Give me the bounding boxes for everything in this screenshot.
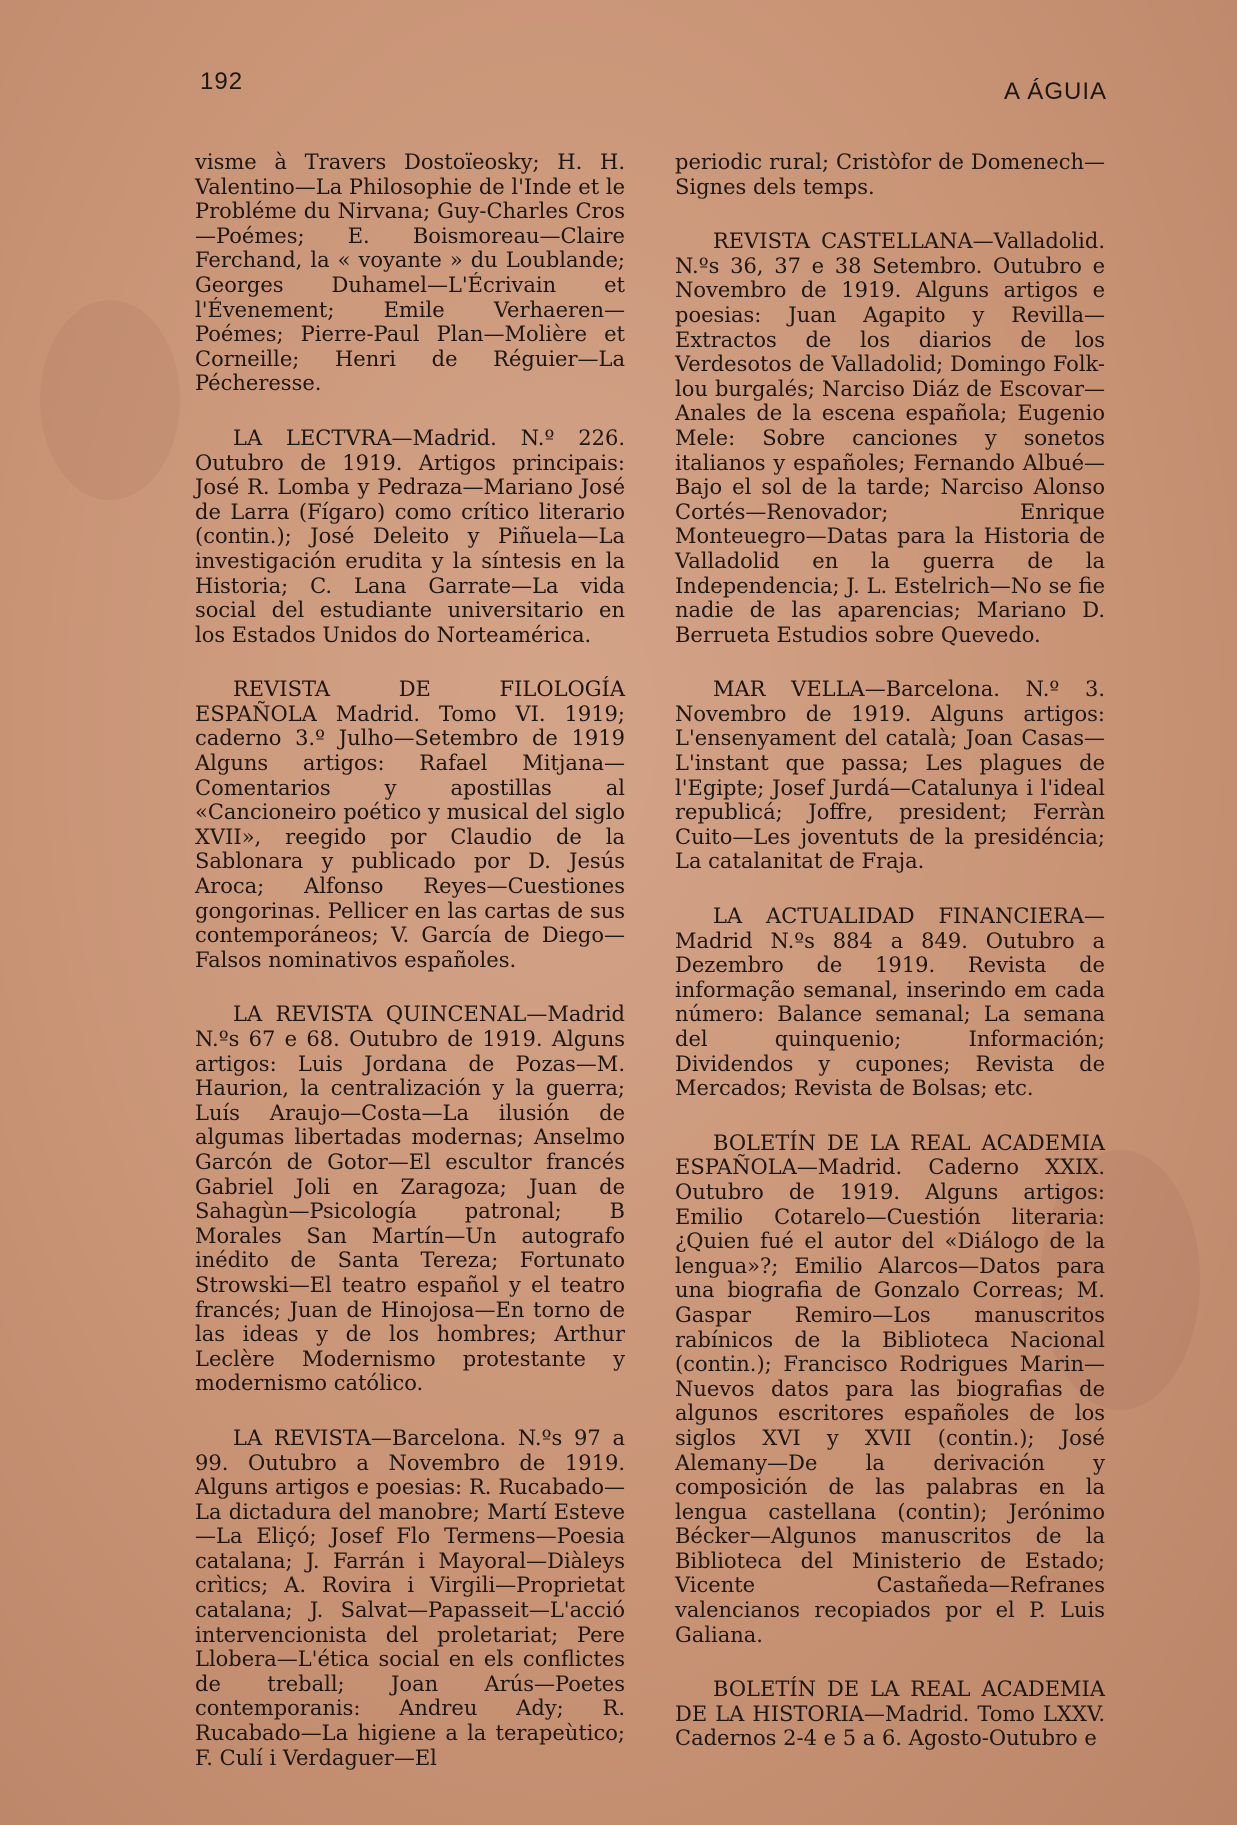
entry-actualidad-financiera: LA ACTUALIDAD FINANCIERA—Madrid N.ºs 884 a 849. Outubro a Dezembro de 1919. Revista de informação semanal, inserindo em cada número: Balance semanal; La semana del quinquenio; Información; Dividendos y cupones; Revista de Mercados; Revista de Bolsas; etc. [675, 904, 1105, 1101]
entry-continuation: visme à Travers Dostoïeosky; H. H. Valentino—La Philosophie de l'Inde et le Probléme du Nirvana; Guy-Charles Cros—Poémes; E. Boismoreau—Claire Ferchand, la « voyante » du Loublande; Georges Duhamel—L'Écrivain et l'Évenement; Emile Verhaeren—Poémes; Pierre-Paul Plan—Molière et Corneille; Henri de Réguier—La Pécheresse. [195, 150, 625, 396]
entry-revista-filologia: REVISTA DE FILOLOGÍA ESPAÑOLA Madrid. Tomo VI. 1919; caderno 3.º Julho—Setembro de 1919 Alguns artigos: Rafael Mitjana—Comentarios y apostillas al «Cancioneiro poético y musical del siglo XVII», reegido por Claudio de la Sablonara y publicado por D. Jesús Aroca; Alfonso Reyes—Cuestiones gongorinas. Pellicer en las cartas de sus contemporáneos; V. García de Diego—Falsos nominativos españoles. [195, 677, 625, 972]
entry-revista-quincenal: LA REVISTA QUINCENAL—Madrid N.ºs 67 e 68. Outubro de 1919. Alguns artigos: Luis Jordana de Pozas—M. Haurion, la centralización y la guerra; Luís Araujo—Costa—La ilusión de algumas libertadas modernas; Anselmo Garcón de Gotor—El escultor francés Gabriel Joli en Zaragoza; Juan de Sahagùn—Psicología patronal; B Morales San Martín—Un autografo inédito de Santa Tereza; Fortunato Strowski—El teatro español y el teatro francés; Juan de Hinojosa—En torno de las ideas y de los hombres; Arthur Leclère Modernismo protestante y modernismo católico. [195, 1002, 625, 1396]
entry-la-revista: LA REVISTA—Barcelona. N.ºs 97 a 99. Outubro a Novembro de 1919. Alguns artigos e poesias: R. Rucabado—La dictadura del manobre; Martí Esteve—La Eliçó; Josef Flo Termens—Poesia catalana; J. Farrán i Mayoral—Diàleys crìtics; A. Rovira i Virgili—Proprietat catalana; J. Salvat—Papasseit—L'acció intervencionista del proletariat; Pere Llobera—L'ética social en els conflictes de treball; Joan Arús—Poetes contemporanis: Andreu Ady; R. Rucabado—La higiene a la terapeùtico; F. Culí i Verdaguer—El [195, 1425, 625, 1770]
left-column [195, 150, 625, 1770]
page-number: 192 [200, 68, 244, 95]
journal-title: A ÁGUIA [1003, 78, 1107, 105]
entry-revista-castellana: REVISTA CASTELLANA—Valladolid. N.ºs 36, 37 e 38 Setembro. Outubro e Novembro de 1919. Alguns artigos e poesias: Juan Agapito y Revilla—Extractos de los diarios de los Verdesotos de Valladolid; Domingo Folk-lou burgalés; Narciso Diáz de Escovar—Anales de la escena española; Eugenio Mele: Sobre canciones y sonetos italianos y españoles; Fernando Albué—Bajo el sol de la tarde; Narciso Alonso Cortés—Renovador; Enrique Monteuegro—Datas para la Historia de Valladolid en la guerra de la Independencia; J. L. Estelrich—No se fie nadie de las aparencias; Mariano D. Berrueta Estudios sobre Quevedo. [675, 229, 1105, 647]
entry-boletin-academia-espanola: BOLETÍN DE LA REAL ACADEMIA ESPAÑOLA—Madrid. Caderno XXIX. Outubro de 1919. Alguns artigos: Emilio Cotarelo—Cuestión literaria: ¿Quien fué el autor del «Diálogo de la lengua»?; Emilio Alarcos—Datos para una biografia de Gonzalo Correas; M. Gaspar Remiro—Los manuscritos rabínicos de la Biblioteca Nacional (contin.); Francisco Rodrigues Marin—Nuevos datos para las biografias de algunos escritores españoles de los siglos XVI y XVII (contin.); José Alemany—De la derivación y composición de las palabras en la lengua castellana (contin); Jerónimo Bécker—Algunos manuscritos de la Biblioteca del Ministerio de Estado; Vicente Castañeda—Refranes valencianos recopiados por el P. Luis Galiana. [675, 1130, 1105, 1647]
entry-mar-vella: MAR VELLA—Barcelona. N.º 3. Novembro de 1919. Alguns artigos: L'ensenyament del català; Joan Casas—L'instant que passa; Les plagues de l'Egipte; Josef Jurdá—Catalunya i l'ideal republicá; Joffre, president; Ferràn Cuito—Les joventuts de la presidéncia; La catalanitat de Fraja. [675, 677, 1105, 874]
paper-stain [40, 300, 180, 500]
right-column [675, 150, 1105, 1751]
entry-boletin-academia-historia: BOLETÍN DE LA REAL ACADEMIA DE LA HISTORIA—Madrid. Tomo LXXV. Cadernos 2-4 e 5 a 6. Agosto-Outubro e [675, 1677, 1105, 1751]
entry-la-lectvra: LA LECTVRA—Madrid. N.º 226. Outubro de 1919. Artigos principais: José R. Lomba y Pedraza—Mariano José de Larra (Fígaro) como crítico literario (contin.); José Deleito y Piñuela—La investigación erudita y la síntesis en la Historia; C. Lana Garrate—La vida social del estudiante universitario en los Estados Unidos do Norteamérica. [195, 425, 625, 647]
entry-continuation: periodic rural; Cristòfor de Domenech—Signes dels temps. [675, 150, 1105, 199]
running-head [200, 64, 1107, 104]
